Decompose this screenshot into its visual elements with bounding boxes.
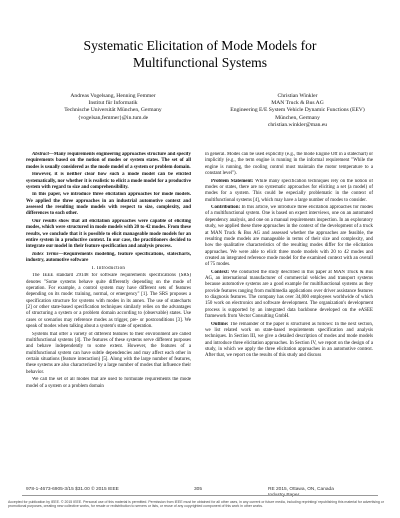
index-terms-text: —Requirements modeling, feature specifications, statecharts, industry, automotive software bbox=[26, 251, 191, 264]
abstract-paragraph-3: In this paper, we introduce three elicitation approaches for mode models. We applied the three approaches in an industrial automotive context and assessed the resulting mode models with respect to size, complexity, and differences to each other. bbox=[26, 192, 191, 217]
author-group-man bbox=[205, 93, 390, 129]
author-affiliation: München, Germany bbox=[275, 114, 320, 121]
author-names: Andreas Vogelsang, Henning Femmer bbox=[70, 93, 156, 99]
footer-conference-line: RE 2015, Ottawa, ON, Canada bbox=[268, 487, 334, 492]
abstract-text: —Many requirements engineering approaches structure and specify requirements based on the notion of modes or system states. The set of all modes is usually considered as the mode model of a system or problem domain. bbox=[26, 152, 191, 170]
context-label: Context: bbox=[211, 269, 230, 275]
context-paragraph bbox=[205, 270, 373, 321]
author-affiliation: Engineering E/E System Vehicle Dynamic Functions (EEV) bbox=[230, 107, 365, 114]
footer-conference-line: Industry Paper bbox=[268, 493, 300, 498]
problem-statement-label: Problem Statement: bbox=[211, 178, 254, 184]
outline-label: Outline: bbox=[211, 321, 229, 327]
contribution-label: Contribution: bbox=[211, 205, 241, 211]
right-column bbox=[205, 152, 373, 361]
abstract-paragraph-4: Our results show that all elicitation approaches were capable of eliciting modes, which were structured in mode models with 20 to 42 modes. From these results, we conclude that it is possible to elicit manageable mode models for an entire system in a productive context. In our case, the practitioners decided to integrate our model in their feature specification and analysis process. bbox=[26, 219, 191, 250]
copyright-notice: Accepted for publication by IEEE. © 2015 IEEE. Personal use of this material is permitted. Permission from IEEE must be obtained for all other uses, in any current or future media, including reprinting/ republishing this material for advertising or promotional purposes, creating new collective works, for resale or redistribution to servers or lists, or reuse of any copyrighted component of this work in other works. bbox=[8, 500, 384, 509]
author-affiliation: MAN Truck & Bus AG bbox=[271, 100, 324, 107]
abstract-label: Abstract bbox=[32, 152, 49, 157]
paper-title-line-2: Multifunctional Systems bbox=[132, 55, 268, 70]
intro-paragraph-3: We call the set of all modes that are used to formulate requirements the mode model of a system or a problem domain bbox=[26, 377, 191, 389]
footer-conference bbox=[268, 487, 334, 499]
index-terms-label: Index Terms bbox=[32, 251, 59, 257]
author-email: {vogelsan,femmer}@in.tum.de bbox=[77, 114, 149, 121]
body-paragraph-continuation: in general. Modes can be used explicitly (e.g., the mode Engine Off in a statechart) or implicitly (e.g., the term engine is running in the informal requirement "While the engine is running, the cooling control must maintain the motor temperature to a constant level"). bbox=[205, 152, 373, 177]
abstract-paragraph-2: However, it is neither clear how such a mode model can be elicited systematically, nor whether it is realistic to elicit a mode model for a productive system with regard to size and comprehensibility. bbox=[26, 172, 191, 190]
context-text: We conducted the study described in this paper at MAN Truck & Bus AG, an international manufacturer of commercial vehicles and transport systems because automotive systems are a good example for multifunctional systems as they provide features ranging from multimedia applications over driver assistance features to diagnosis features. The company has over 34,000 employees worldwide of which 150 work on electronics and software development. The organization's development process is supported by an integrated data backbone developed on the eASEE framework from Vector Consulting GmbH. bbox=[205, 269, 373, 320]
index-terms bbox=[26, 252, 191, 265]
intro-paragraph-2: Systems that offer a variety of different features to their environment are called multifunctional systems [4]. The features of these systems serve different purposes and behave independently to some extent. However, the features of a multifunctional system can have subtle dependencies and may affect each other in certain situations (feature interaction) [5]. Along with the large number of features, these systems are also characterized by a large number of modes that influence their behavior. bbox=[26, 331, 191, 375]
author-names: Christian Winkler bbox=[277, 93, 318, 99]
problem-statement-paragraph bbox=[205, 179, 373, 204]
contribution-text: In this article, we introduce three elicitation approaches for modes of a multifunctional system. One is based on expert interviews, one on an automated dependency analysis, and one on a manual requirements inspection. In an exploratory study, we applied these three approaches in the context of the development of a truck at MAN Truck & Bus AG and assessed whether the approaches are feasible, the resulting mode models are manageable in terms of their size and complexity, and how the qualitative characteristics of the resulting modes differ for the elicitation approaches. We were able to elicit three mode models with 20 to 42 modes and created an integrated reference mode model for the examined context with an overall of 75 modes. bbox=[205, 205, 373, 268]
problem-statement-text: While many specification techniques rely on the notion of modes or states, there are no systematic approaches for eliciting a set (a model) of modes for a system. This could be especially problematic in the context of multifunctional systems [4], which may have a large number of modes to consider. bbox=[205, 178, 373, 203]
outline-text: The remainder of the paper is structured as follows: In the next section, we list related work on state-based requirements specification and analysis techniques. In Section III, we give a detailed description of modes and mode models and introduce three elicitation approaches. In Section IV, we report on the design of a study, in which we apply the three elicitation approaches in an automotive context. After that, we report on the results of this study and discuss bbox=[205, 321, 373, 359]
author-affiliation: Technische Universität München, Germany bbox=[64, 107, 162, 114]
author-affiliation: Institut für Informatik bbox=[88, 100, 138, 107]
abstract-paragraph bbox=[26, 152, 191, 171]
outline-paragraph bbox=[205, 322, 373, 360]
author-group-tum bbox=[28, 93, 198, 122]
section-heading-introduction: I. Introduction bbox=[91, 265, 126, 271]
footer-isbn: 978-1-4673-6905-3/15 $31.00 © 2015 IEEE bbox=[26, 487, 119, 492]
author-email: christian.winkler@man.eu bbox=[267, 121, 328, 128]
paper-title-line-1: Systematic Elicitation of Mode Models for bbox=[83, 38, 317, 53]
footer-divider bbox=[22, 495, 378, 496]
intro-paragraph-1: The IEEE standard 29148 for software requirements specifications (SRS) denotes "Some systems behave quite differently depending on the mode of operation. For example, a control system may have different sets of features depending on its mode: training, normal, or emergency" [1]. The SRS proposes a specification structure for systems with modes in its annex. The use of statecharts [2] or other state-based specification techniques similarly relies on the advantages of structuring a system or a problem domain according to (observable) states. Use cases or scenarios may reference modes as trigger, pre- or postconditions [3]. We speak of modes when talking about a system's state of operation. bbox=[26, 273, 191, 330]
left-column bbox=[26, 152, 191, 391]
footer-page-number: 305 bbox=[194, 487, 203, 492]
contribution-paragraph bbox=[205, 205, 373, 268]
